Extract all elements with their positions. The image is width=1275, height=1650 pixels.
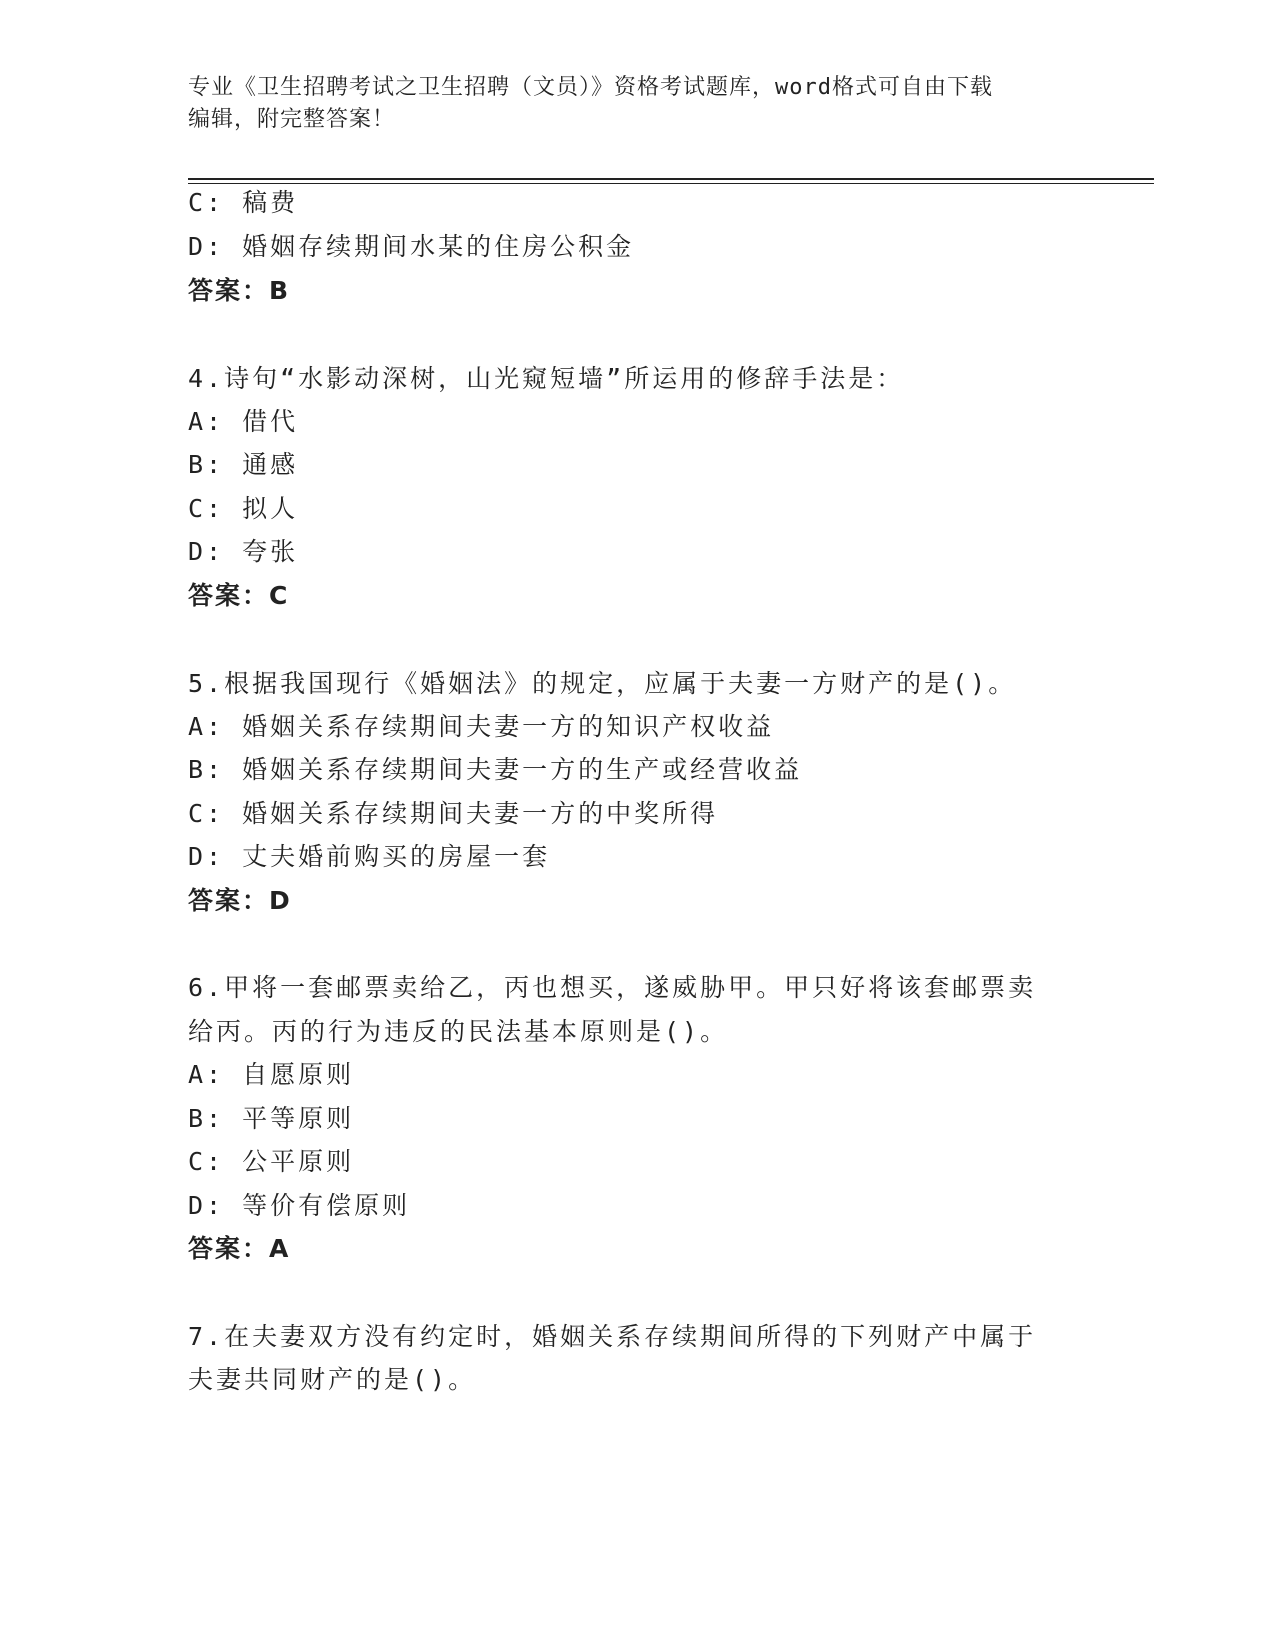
q6-option-c: C: 公平原则 xyxy=(188,1147,355,1176)
q7-stem-line-2: 夫妻共同财产的是()。 xyxy=(188,1365,477,1394)
q5-option-c: C: 婚姻关系存续期间夫妻一方的中奖所得 xyxy=(188,799,719,828)
q4-option-c: C: 拟人 xyxy=(188,494,299,523)
q6-answer: 答案：A xyxy=(188,1234,291,1263)
header-divider-thin xyxy=(188,183,1154,184)
q6-option-a: A: 自愿原则 xyxy=(188,1060,355,1089)
header-line-1: 专业《卫生招聘考试之卫生招聘（文员）》资格考试题库，word格式可自由下载 xyxy=(188,75,993,100)
q5-option-a: A: 婚姻关系存续期间夫妻一方的知识产权收益 xyxy=(188,712,775,741)
q7-stem-line-1: 7.在夫妻双方没有约定时，婚姻关系存续期间所得的下列财产中属于 xyxy=(188,1322,1037,1351)
document-header xyxy=(188,72,1088,136)
q5-answer: 答案：D xyxy=(188,886,292,915)
q6-option-b: B: 平等原则 xyxy=(188,1104,355,1133)
q4-stem: 4.诗句“水影动深树，山光窥短墙”所运用的修辞手法是： xyxy=(188,364,905,393)
q6-option-d: D: 等价有偿原则 xyxy=(188,1191,411,1220)
q6-stem-line-2: 给丙。丙的行为违反的民法基本原则是()。 xyxy=(188,1017,729,1046)
q5-option-d: D: 丈夫婚前购买的房屋一套 xyxy=(188,842,551,871)
q5-stem: 5.根据我国现行《婚姻法》的规定，应属于夫妻一方财产的是()。 xyxy=(188,669,1017,698)
q6-stem-line-1: 6.甲将一套邮票卖给乙，丙也想买，遂威胁甲。甲只好将该套邮票卖 xyxy=(188,973,1037,1002)
header-divider-thick xyxy=(188,178,1154,180)
q3-option-c: C: 稿费 xyxy=(188,188,299,217)
q4-option-b: B: 通感 xyxy=(188,450,299,479)
q3-answer: 答案：B xyxy=(188,276,291,305)
q3-option-d: D: 婚姻存续期间水某的住房公积金 xyxy=(188,232,635,261)
q5-option-b: B: 婚姻关系存续期间夫妻一方的生产或经营收益 xyxy=(188,755,803,784)
q4-answer: 答案：C xyxy=(188,581,290,610)
header-line-2: 编辑，附完整答案！ xyxy=(188,107,396,132)
q4-option-a: A: 借代 xyxy=(188,407,299,436)
q4-option-d: D: 夸张 xyxy=(188,537,299,566)
